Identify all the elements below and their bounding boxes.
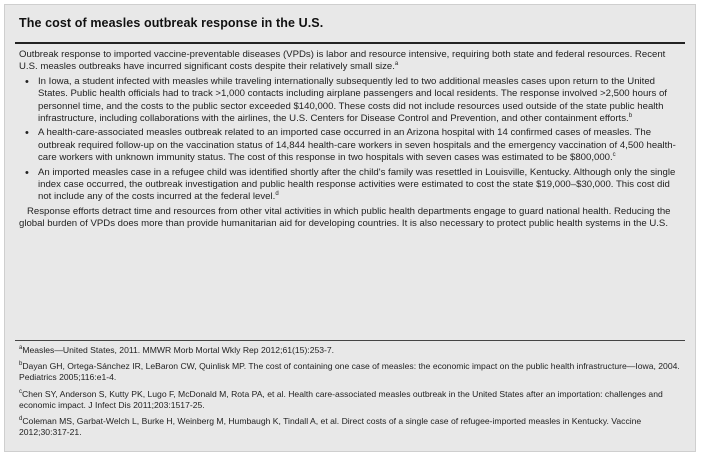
reference-text: Measles—United States, 2011. MMWR Morb Mortal Wkly Rep 2012;61(15):253-7. (22, 345, 335, 355)
bullet-text: A health-care-associated measles outbreak related to an imported case occurred in an Arizona hospital with 14 confirmed cases of measles. The outbreak required follow-up on the vaccination status of 14,844 health-care workers in seven hospitals and the emergency vaccination of 4,500 health-care workers with unknown immunity status. The cost of this response in two hospitals with seven cases was estimated to be $800,000. (38, 127, 676, 164)
references-list (19, 345, 683, 443)
bullet-icon: • (25, 127, 29, 140)
bullet-footnote-marker: b (628, 113, 633, 120)
reference-marker: c (19, 388, 22, 395)
bullet-text: In Iowa, a student infected with measles while traveling internationally subsequently led to two additional measles cases upon return to the United States. Public health officials had to track >1,000 contacts including airplane passengers and local residents. The response involved >2,500 hours of personnel time, and the costs to the public sector exceeded $140,000. These costs did not include resources used outside of the state public health infrastructure, including collaborations with the airlines, the U.S. Centers for Disease Control and Prevention, and other containment efforts. (38, 75, 667, 125)
reference-text: Dayan GH, Ortega-Sánchez IR, LeBaron CW, Quinlisk MP. The cost of containing one case of measles: the economic impact on the public health infrastructure—Iowa, 2004. Pediatrics 2005;116:e1-4. (19, 361, 680, 383)
reference-marker: d (19, 416, 23, 423)
sidebar-box (4, 4, 696, 452)
bullet-icon: • (25, 166, 29, 179)
bullet-footnote-marker: c (612, 152, 616, 159)
box-title: The cost of measles outbreak response in the U.S. (19, 16, 324, 30)
references-divider (15, 340, 685, 341)
bullet-footnote-marker: d (275, 191, 279, 198)
reference-marker: b (19, 361, 23, 368)
intro-footnote-marker: a (394, 61, 399, 68)
reference-item (19, 345, 683, 356)
bullet-item-kentucky (25, 166, 683, 204)
closing-paragraph: Response efforts detract time and resources from other vital activities in which public health departments engage to guard national health. Reducing the global burden of VPDs does more than provide humanitarian aid for developing countries. It is also necessary to protect public health systems in the U.S. (19, 205, 671, 230)
box-content (19, 49, 683, 231)
bullet-item-arizona (25, 127, 683, 164)
reference-marker: a (19, 345, 23, 351)
title-divider (15, 42, 685, 44)
reference-item (19, 361, 683, 383)
reference-item (19, 389, 683, 411)
intro-paragraph (19, 49, 683, 74)
reference-item (19, 416, 683, 438)
reference-text: Chen SY, Anderson S, Kutty PK, Lugo F, McDonald M, Rota PA, et al. Health care-associated measles outbreak in the United States after an importation: challenges and economic impact. J Infect Dis 2011;203:1517-25. (19, 388, 663, 410)
reference-text: Coleman MS, Garbat-Welch L, Burke H, Weinberg M, Humbaugh K, Tindall A, et al. Direct costs of a single case of refugee-imported measles in Kentucky. Vaccine 2012;30:317-21. (19, 416, 642, 438)
intro-text: Outbreak response to imported vaccine-preventable diseases (VPDs) is labor and resource intensive, requiring both state and federal resources. Recent U.S. measles outbreaks have incurred significant costs despite their relatively small size. (19, 49, 666, 73)
bullet-text: An imported measles case in a refugee child was identified shortly after the child's family was resettled in Louisville, Kentucky. Although only the single index case occurred, the outbreak investigation and public health response activities were estimated to cost the state $19,000–$30,000. This cost did not include any of the costs incurred at the federal level. (38, 166, 676, 203)
bullet-icon: • (25, 75, 29, 88)
bullet-list (19, 76, 683, 204)
bullet-item-iowa (25, 75, 683, 126)
